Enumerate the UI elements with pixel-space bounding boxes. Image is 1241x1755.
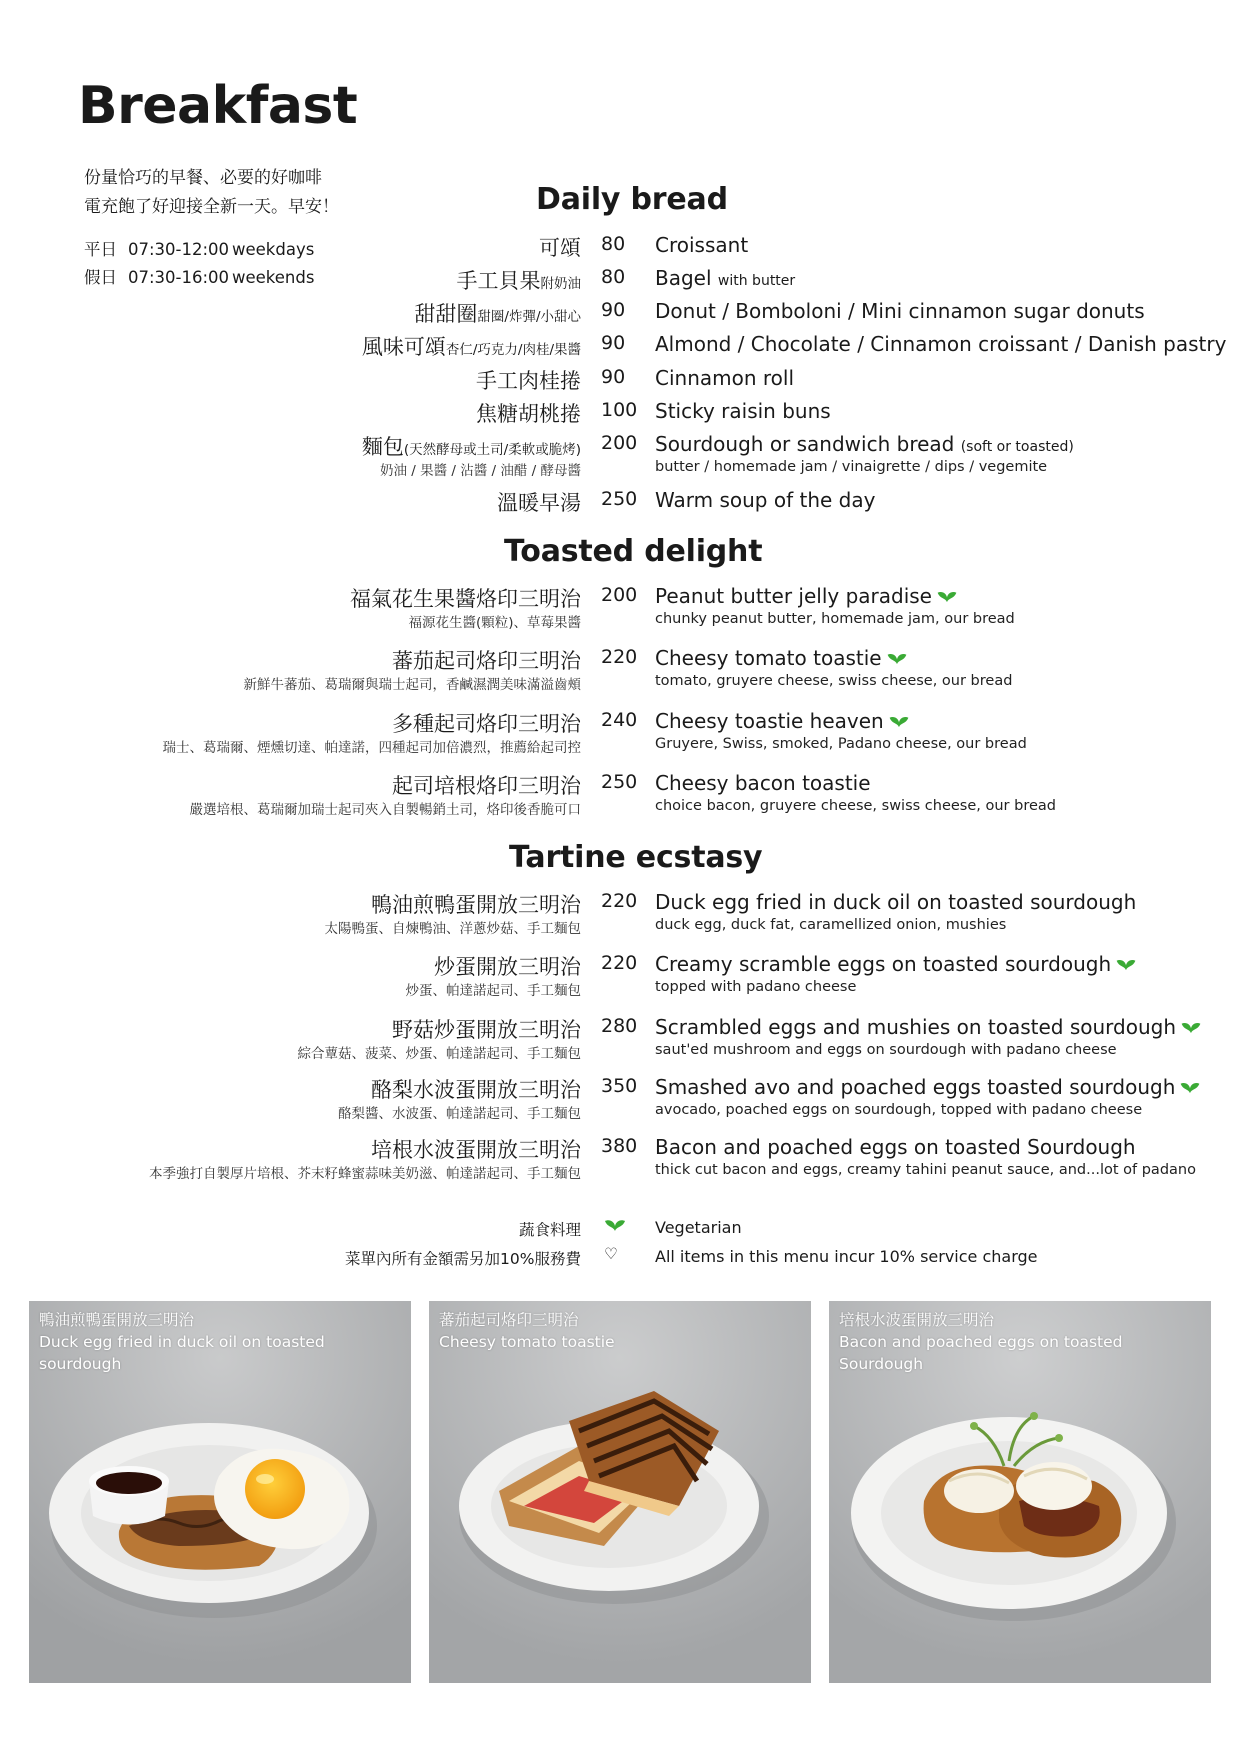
item-name-en-main: Creamy scramble eggs on toasted sourdough (655, 952, 1112, 976)
item-name-cn (362, 331, 581, 361)
item-price: 200 (601, 432, 638, 454)
item-price: 100 (601, 399, 638, 421)
photo-caption (439, 1309, 615, 1353)
item-price: 80 (601, 233, 626, 255)
toastie-illustration (429, 1301, 811, 1683)
item-name-cn-main: 酪梨水波蛋開放三明治 (371, 1078, 581, 1102)
item-name-cn-note: 附奶油 (540, 276, 581, 292)
item-name-en (655, 646, 908, 670)
item-name-en-note: with butter (717, 273, 796, 289)
item-name-en-main: Cinnamon roll (655, 366, 795, 390)
vegetarian-leaf-icon (936, 584, 958, 599)
item-name-cn-main: 炒蛋開放三明治 (434, 955, 581, 979)
item-desc-en: thick cut bacon and eggs, creamy tahini peanut sauce, and...lot of padano (655, 1162, 1196, 1178)
item-name-cn (392, 645, 581, 675)
photo-caption-cn: 培根水波蛋開放三明治 (839, 1311, 995, 1329)
item-name-cn-main: 麵包 (361, 435, 404, 459)
photo-caption-cn: 鴨油煎鴨蛋開放三明治 (39, 1311, 195, 1329)
item-name-cn (392, 708, 581, 738)
item-name-en-main: Cheesy toastie heaven (655, 709, 884, 733)
legend-label-cn: 菜單內所有金額需另加10%服務費 (345, 1250, 581, 1268)
item-name-cn (371, 889, 581, 919)
hours-day-cn: 假日 (84, 268, 117, 287)
item-name-en (655, 233, 748, 257)
item-name-cn (414, 298, 581, 328)
item-name-en (655, 399, 831, 423)
hours-row-weekdays (84, 236, 314, 264)
item-name-en (655, 709, 910, 733)
item-desc-cn: 奶油 / 果醬 / 沾醬 / 油醋 / 酵母醬 (379, 463, 581, 479)
item-name-en-main: Cheesy bacon toastie (655, 771, 871, 795)
item-name-cn (476, 365, 581, 395)
item-name-cn (371, 1134, 581, 1164)
item-name-en (655, 488, 875, 512)
item-name-en-main: Cheesy tomato toastie (655, 646, 882, 670)
item-name-cn-main: 手工貝果 (456, 269, 541, 293)
vegetarian-leaf-icon (1179, 1075, 1201, 1090)
item-desc-en: choice bacon, gruyere cheese, swiss cheese, our bread (655, 798, 1056, 814)
page-title: Breakfast (78, 76, 358, 136)
legend-label-cn: 蔬食料理 (518, 1221, 581, 1239)
item-name-cn-main: 溫暖早湯 (497, 491, 581, 515)
item-name-en (655, 366, 794, 390)
item-price: 250 (601, 488, 638, 510)
photo-duck-egg-tartine (29, 1301, 411, 1683)
item-name-cn (457, 265, 582, 295)
item-desc-en: Gruyere, Swiss, smoked, Padano cheese, our bread (655, 736, 1027, 752)
opening-hours (84, 236, 314, 292)
item-price: 80 (601, 266, 626, 288)
intro-line: 電充飽了好迎接全新一天。早安！ (84, 197, 339, 217)
item-desc-en: tomato, gruyere cheese, swiss cheese, our bread (655, 673, 1013, 689)
item-name-cn-main: 福氣花生果醬烙印三明治 (350, 587, 581, 611)
item-name-en (655, 299, 1145, 323)
item-name-en-main: Almond / Chocolate / Cinnamon croissant / Danish pastry (655, 332, 1227, 356)
item-name-en (655, 1075, 1201, 1099)
item-name-en (655, 1015, 1202, 1039)
item-desc-en: duck egg, duck fat, caramellized onion, mushies (655, 917, 1007, 933)
item-name-en-note: (soft or toasted) (960, 439, 1074, 455)
item-name-en-main: Scrambled eggs and mushies on toasted sourdough (655, 1015, 1177, 1039)
item-name-cn (392, 1014, 581, 1044)
item-name-en-main: Smashed avo and poached eggs toasted sourdough (655, 1075, 1176, 1099)
item-name-cn-main: 手工肉桂捲 (476, 369, 581, 393)
item-price: 220 (601, 646, 638, 668)
item-name-en-main: Bagel (655, 266, 712, 290)
item-name-en-main: Sourdough or sandwich bread (655, 432, 955, 456)
item-name-en (655, 332, 1226, 356)
intro-line: 份量恰巧的早餐、必要的好咖啡 (84, 168, 322, 188)
item-name-cn-main: 培根水波蛋開放三明治 (371, 1138, 581, 1162)
item-name-cn (392, 770, 581, 800)
item-name-en-main: Duck egg fried in duck oil on toasted sourdough (655, 890, 1137, 914)
section-title: Toasted delight (504, 534, 763, 569)
hours-row-weekends (84, 264, 314, 292)
photo-cheesy-tomato-toastie (429, 1301, 811, 1683)
item-name-en-main: Donut / Bomboloni / Mini cinnamon sugar donuts (655, 299, 1145, 323)
item-name-cn-note: 杏仁/巧克力/肉桂/果醬 (445, 342, 581, 358)
vegetarian-leaf-icon (886, 646, 908, 661)
item-price: 90 (601, 332, 626, 354)
item-name-en (655, 1135, 1136, 1159)
item-name-cn-main: 可頌 (539, 236, 581, 260)
item-price: 220 (601, 952, 638, 974)
item-desc-cn: 嚴選培根、葛瑞爾加瑞士起司夾入自製暢銷土司，烙印後香脆可口 (189, 802, 581, 818)
item-name-cn-note: (天然酵母或土司/柔軟或脆烤) (403, 442, 581, 458)
photo-caption-en: Cheesy tomato toastie (439, 1333, 615, 1351)
hours-day-cn: 平日 (84, 240, 117, 259)
item-name-cn (350, 583, 581, 613)
item-name-en (655, 584, 958, 608)
item-name-cn (362, 431, 581, 461)
item-desc-cn: 福源花生醬(顆粒)、草莓果醬 (408, 615, 581, 631)
item-name-cn-main: 風味可頌 (361, 335, 446, 359)
item-name-en-main: Warm soup of the day (655, 488, 876, 512)
heart-icon: ♡ (604, 1245, 618, 1263)
item-price: 90 (601, 366, 626, 388)
item-name-cn-main: 野菇炒蛋開放三明治 (392, 1018, 581, 1042)
item-name-en-main: Croissant (655, 233, 749, 257)
item-price: 90 (601, 299, 626, 321)
item-desc-cn: 太陽鴨蛋、自煉鴨油、洋蔥炒菇、手工麵包 (324, 921, 581, 937)
item-name-en-main: Sticky raisin buns (655, 399, 831, 423)
intro-text (84, 164, 339, 222)
item-name-en (655, 952, 1137, 976)
section-title: Tartine ecstasy (509, 840, 763, 875)
photo-caption (39, 1309, 411, 1375)
hours-time: 07:30-16:00 (128, 268, 230, 287)
item-price: 280 (601, 1015, 638, 1037)
hours-time: 07:30-12:00 (128, 240, 230, 259)
leaf-icon (604, 1216, 626, 1236)
item-price: 240 (601, 709, 638, 731)
section-title: Daily bread (536, 182, 728, 217)
hours-label: weekdays (232, 240, 315, 259)
item-name-cn (434, 951, 581, 981)
item-name-en (655, 432, 1074, 456)
item-name-en-main: Bacon and poached eggs on toasted Sourdough (655, 1135, 1136, 1159)
item-desc-cn: 綜合蕈菇、菠菜、炒蛋、帕達諾起司、手工麵包 (297, 1046, 581, 1062)
item-name-en (655, 890, 1136, 914)
item-name-cn (539, 232, 581, 262)
item-desc-cn: 炒蛋、帕達諾起司、手工麵包 (405, 983, 581, 999)
item-desc-en: saut'ed mushroom and eggs on sourdough with padano cheese (655, 1042, 1117, 1058)
photo-caption-en: Duck egg fried in duck oil on toasted sourdough (39, 1333, 325, 1373)
item-desc-cn: 新鮮牛蕃茄、葛瑞爾與瑞士起司，香鹹濕潤美味滿溢齒頰 (243, 677, 581, 693)
vegetarian-leaf-icon (1180, 1015, 1202, 1030)
item-price: 250 (601, 771, 638, 793)
item-name-cn-note: 甜圈/炸彈/小甜心 (477, 309, 581, 325)
photo-caption-cn: 蕃茄起司烙印三明治 (439, 1311, 579, 1329)
photo-caption (839, 1309, 1211, 1375)
item-name-en (655, 266, 795, 290)
item-price: 200 (601, 584, 638, 606)
legend-label-en: All items in this menu incur 10% service charge (655, 1247, 1038, 1266)
item-name-cn-main: 甜甜圈 (414, 302, 478, 326)
item-name-cn-main: 多種起司烙印三明治 (392, 712, 581, 736)
item-price: 380 (601, 1135, 638, 1157)
item-desc-cn: 本季強打自製厚片培根、芥末籽蜂蜜蒜味美奶滋、帕達諾起司、手工麵包 (149, 1166, 581, 1182)
legend-label-en: Vegetarian (655, 1218, 742, 1237)
item-desc-en: butter / homemade jam / vinaigrette / dips / vegemite (655, 459, 1048, 475)
item-name-en (655, 771, 871, 795)
photo-caption-en: Bacon and poached eggs on toasted Sourdough (839, 1333, 1123, 1373)
item-name-cn (497, 487, 581, 517)
item-desc-cn: 瑞士、葛瑞爾、煙燻切達、帕達諾，四種起司加倍濃烈，推薦給起司控 (162, 740, 581, 756)
item-name-en-main: Peanut butter jelly paradise (655, 584, 932, 608)
item-price: 220 (601, 890, 638, 912)
photo-bacon-poached-eggs (829, 1301, 1211, 1683)
vegetarian-leaf-icon (888, 709, 910, 724)
item-name-cn-main: 蕃茄起司烙印三明治 (392, 649, 581, 673)
item-desc-en: topped with padano cheese (655, 979, 857, 995)
item-price: 350 (601, 1075, 638, 1097)
item-desc-en: chunky peanut butter, homemade jam, our bread (655, 611, 1015, 627)
item-name-cn (371, 1074, 581, 1104)
hours-label: weekends (232, 268, 315, 287)
item-name-cn-main: 起司培根烙印三明治 (392, 774, 581, 798)
vegetarian-leaf-icon (1115, 952, 1137, 967)
item-name-cn-main: 鴨油煎鴨蛋開放三明治 (371, 893, 581, 917)
item-name-cn-main: 焦糖胡桃捲 (476, 402, 581, 426)
item-name-cn (476, 398, 581, 428)
item-desc-en: avocado, poached eggs on sourdough, topped with padano cheese (655, 1102, 1143, 1118)
item-desc-cn: 酪梨醬、水波蛋、帕達諾起司、手工麵包 (338, 1106, 581, 1122)
